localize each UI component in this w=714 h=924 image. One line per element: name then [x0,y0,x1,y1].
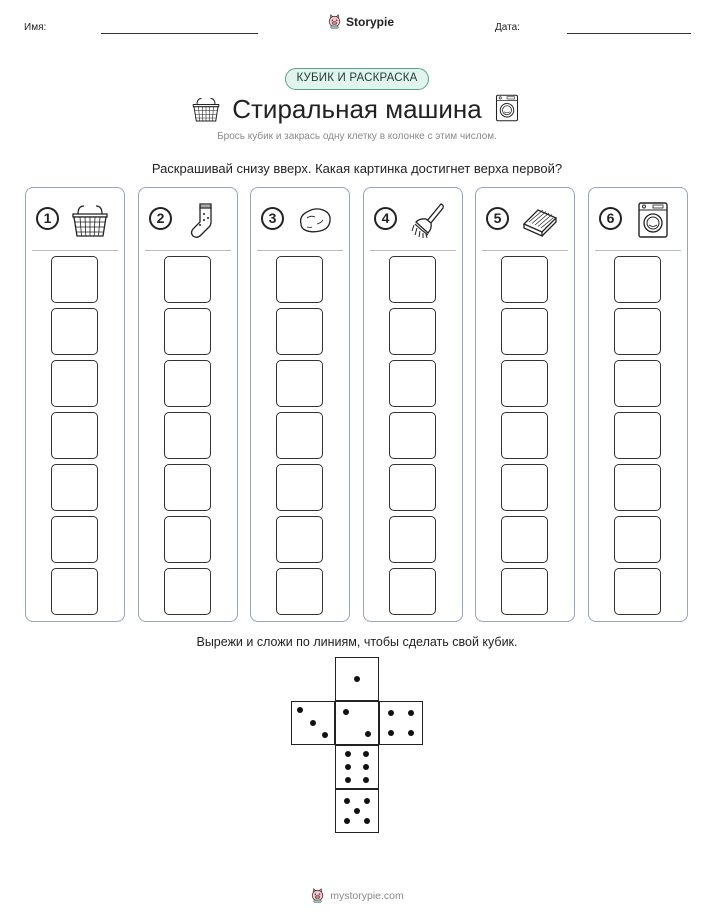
roll-column-4 [363,187,463,622]
brand-name: Storypie [346,14,395,29]
roll-column-5 [475,187,575,622]
color-cell[interactable] [389,568,436,615]
roll-column-6 [588,187,688,622]
color-cell[interactable] [276,308,323,355]
scrub-brush-icon [408,200,448,240]
color-cell[interactable] [501,464,548,511]
roll-column-2 [138,187,238,622]
subtitle: Брось кубик и закрась одну клетку в колонке с этим числом. [217,131,497,142]
roll-column-3 [250,187,350,622]
category-badge: КУБИК И РАСКРАСКА [285,68,429,90]
color-cell[interactable] [164,568,211,615]
color-cell[interactable] [164,516,211,563]
name-label: Имя: [24,22,47,33]
color-cell[interactable] [501,516,548,563]
color-cell[interactable] [501,412,548,459]
die-pip [363,764,369,770]
date-line[interactable] [567,33,691,34]
color-cell[interactable] [164,308,211,355]
color-cell[interactable] [276,412,323,459]
column-divider [32,250,118,251]
color-cell[interactable] [501,360,548,407]
roll-column-1 [25,187,125,622]
color-cell[interactable] [276,568,323,615]
net-caption: Вырежи и сложи по линиям, чтобы сделать свой кубик. [196,635,518,649]
column-header [251,188,349,250]
soap-bar-icon [295,200,335,240]
column-divider [595,250,681,251]
date-label: Дата: [495,22,520,33]
die-pip [344,818,350,824]
brand-logo [327,14,394,29]
column-divider [257,250,343,251]
color-cell[interactable] [389,308,436,355]
column-divider [482,250,568,251]
column-header [139,188,237,250]
color-cell[interactable] [51,464,98,511]
washing-machine-icon [633,200,673,240]
footer-url[interactable]: mystorypie.com [330,889,404,902]
color-cell[interactable] [164,464,211,511]
die-pip [354,808,360,814]
color-cell[interactable] [389,516,436,563]
die-pip [343,709,349,715]
die-pip [408,710,414,716]
die-pip [345,764,351,770]
column-header [26,188,124,250]
die-pip [354,676,360,682]
footer [0,888,714,903]
column-header [589,188,687,250]
color-cell[interactable] [614,360,661,407]
die-face-6 [335,745,379,789]
column-divider [145,250,231,251]
column-number: 2 [149,207,172,230]
color-cell[interactable] [389,412,436,459]
laundry-basket-icon [70,200,110,240]
die-face-1 [335,657,379,701]
sock-icon [183,200,223,240]
column-number: 1 [36,207,59,230]
die-pip [364,798,370,804]
color-cell[interactable] [51,516,98,563]
color-cell[interactable] [276,464,323,511]
color-cell[interactable] [614,516,661,563]
pig-mascot-icon [310,888,325,903]
die-pip [364,818,370,824]
die-pip [365,731,371,737]
color-cell[interactable] [501,308,548,355]
die-pip [345,751,351,757]
die-pip [344,798,350,804]
die-pip [388,710,394,716]
die-pip [388,730,394,736]
color-cell[interactable] [614,256,661,303]
color-cell[interactable] [51,568,98,615]
color-cell[interactable] [276,360,323,407]
column-header [364,188,462,250]
color-cell[interactable] [614,412,661,459]
die-pip [322,732,328,738]
die-face-3 [291,701,335,745]
die-pip [363,777,369,783]
color-cell[interactable] [51,412,98,459]
color-cell[interactable] [389,464,436,511]
die-pip [310,720,316,726]
color-cell[interactable] [389,360,436,407]
color-cell[interactable] [614,464,661,511]
page-title: Стиральная машина [232,94,482,124]
color-cell[interactable] [276,516,323,563]
color-cell[interactable] [164,360,211,407]
color-cell[interactable] [614,308,661,355]
color-cell[interactable] [51,308,98,355]
column-number: 6 [599,207,622,230]
name-line[interactable] [101,33,258,34]
color-cell[interactable] [389,256,436,303]
column-number: 3 [261,207,284,230]
color-cell[interactable] [164,256,211,303]
color-cell[interactable] [501,256,548,303]
color-cell[interactable] [276,256,323,303]
die-pip [363,751,369,757]
pig-mascot-icon [327,14,342,29]
folded-towel-icon [520,200,560,240]
die-pip [297,707,303,713]
column-divider [370,250,456,251]
color-cell[interactable] [51,360,98,407]
die-face-5 [335,789,379,833]
die-pip [408,730,414,736]
die-pip [345,777,351,783]
column-number: 5 [486,207,509,230]
die-face-4 [379,701,423,745]
column-number: 4 [374,207,397,230]
die-face-2 [335,701,379,745]
color-cell[interactable] [501,568,548,615]
color-cell[interactable] [51,256,98,303]
column-header [476,188,574,250]
instruction: Раскрашивай снизу вверх. Какая картинка достигнет верха первой? [151,161,563,176]
color-cell[interactable] [164,412,211,459]
washing-machine-icon [492,93,522,123]
color-cell[interactable] [614,568,661,615]
